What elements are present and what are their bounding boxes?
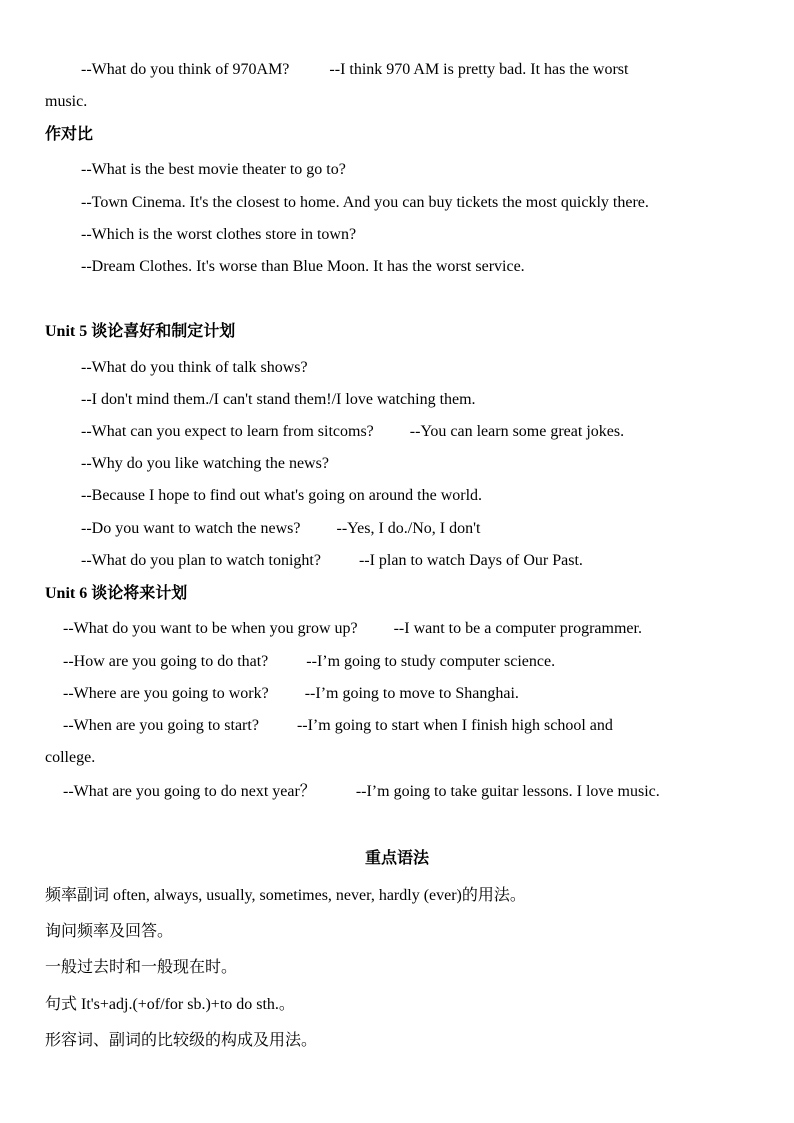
question-text: --What do you want to be when you grow up? [63,620,358,637]
dialog-line: --Town Cinema. It's the closest to home. And you can buy tickets the most quickly there. [81,194,649,211]
dialog-line [81,422,624,442]
grammar-item: 询问频率及回答。 [45,923,174,940]
question-text: --Do you want to watch the news? [81,520,301,537]
unit5-heading: Unit 5 谈论喜好和制定计划 [45,323,236,340]
answer-text: --I want to be a computer programmer. [393,620,642,637]
dialog-line [63,716,613,736]
answer-text: --Yes, I do./No, I don't [336,520,481,537]
dialog-line: --Dream Clothes. It's worse than Blue Moon. It has the worst service. [81,258,525,275]
answer-text: --I’m going to study computer science. [306,653,556,670]
answer-text: --I think 970 AM is pretty bad. It has the worst [329,61,629,78]
section-heading-compare: 作对比 [45,126,94,143]
question-text: --What do you plan to watch tonight? [81,552,321,569]
question-text: --How are you going to do that? [63,653,269,670]
grammar-item: 一般过去时和一般现在时。 [45,959,238,976]
dialog-line [63,619,642,639]
dialog-line: --What do you think of talk shows? [81,359,308,376]
question-text: --When are you going to start? [63,717,259,734]
dialog-line-continuation: college. [45,749,96,766]
dialog-line [81,60,628,80]
question-text: --What can you expect to learn from sitcoms? [81,423,374,440]
dialog-line [63,684,519,704]
dialog-line [63,652,555,672]
question-text: --What are you going to do next year？ [63,783,316,800]
unit6-heading: Unit 6 谈论将来计划 [45,585,188,602]
dialog-line: --What is the best movie theater to go to? [81,161,346,178]
answer-text: --I’m going to start when I finish high school and [296,717,613,734]
answer-text: --I’m going to move to Shanghai. [304,685,519,702]
answer-text: --You can learn some great jokes. [409,423,625,440]
dialog-line [81,551,583,571]
dialog-line: --I don't mind them./I can't stand them!/I love watching them. [81,391,476,408]
dialog-line-continuation: music. [45,93,88,110]
question-text: --Where are you going to work? [63,685,269,702]
grammar-item: 形容词、副词的比较级的构成及用法。 [45,1032,318,1049]
question-text: --What do you think of 970AM? [81,61,290,78]
dialog-line [63,782,660,802]
grammar-heading: 重点语法 [364,850,429,867]
dialog-line [81,519,480,539]
answer-text: --I plan to watch Days of Our Past. [358,552,583,569]
grammar-item: 频率副词 often, always, usually, sometimes, never, hardly (ever)的用法。 [45,887,526,904]
answer-text: --I’m going to take guitar lessons. I love music. [355,783,660,800]
dialog-line: --Why do you like watching the news? [81,455,329,472]
dialog-line: --Because I hope to find out what's going on around the world. [81,487,483,504]
grammar-item: 句式 It's+adj.(+of/for sb.)+to do sth.。 [45,996,295,1013]
dialog-line: --Which is the worst clothes store in town? [81,226,357,243]
